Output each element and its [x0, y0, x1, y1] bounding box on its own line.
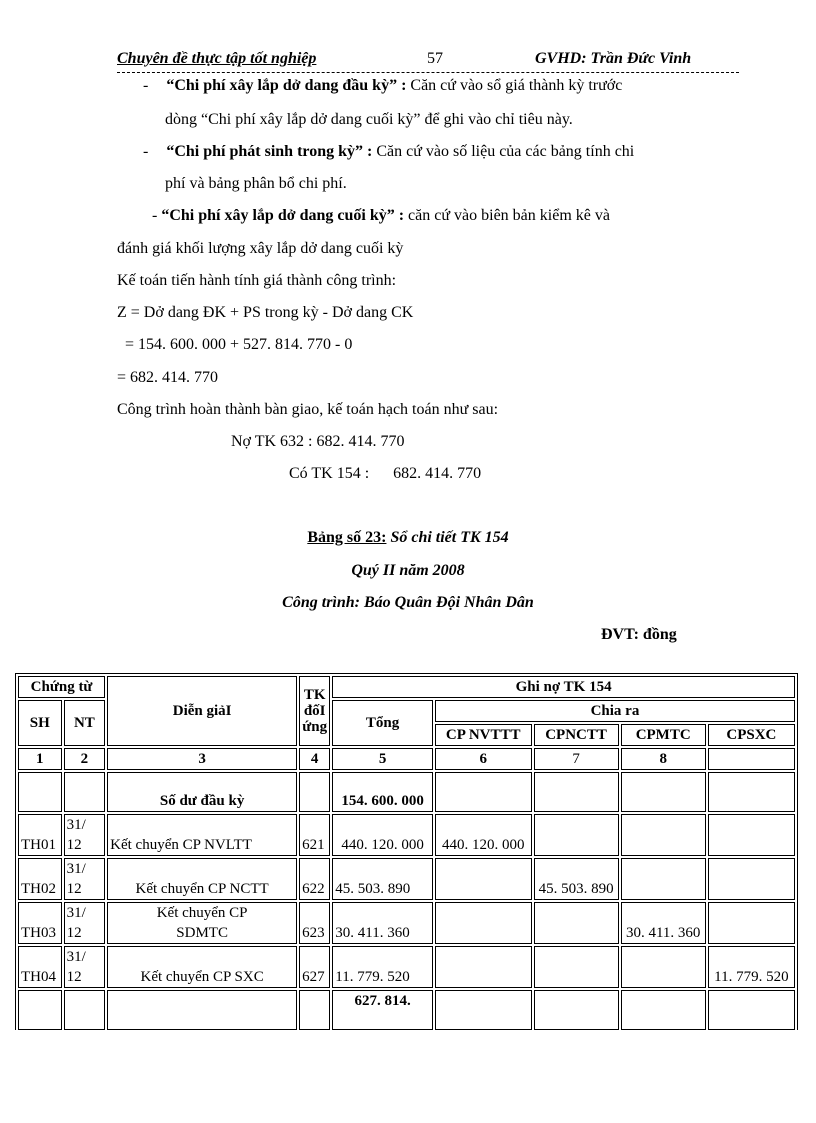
- formula-result: = 682. 414. 770: [117, 369, 219, 386]
- table-row: TH03 31/ 12 Kết chuyển CP SDMTC 623 30. 411. 360 30. 411. 360: [18, 902, 795, 944]
- journal-credit: Có TK 154 : 682. 414. 770: [289, 465, 482, 482]
- header-description: Diễn giảI: [107, 676, 297, 746]
- table-row-total: [18, 990, 795, 1030]
- bullet-period-costs-cont: phí và bảng phân bổ chi phí.: [165, 175, 347, 192]
- bullet-opening-wip-cont: dòng “Chi phí xây lắp dở dang cuối kỳ” để ghi vào chỉ tiêu này.: [165, 111, 573, 128]
- table-row-opening: [18, 772, 795, 812]
- header-contra-account: TK đốI ứng: [299, 676, 330, 746]
- column-number-row: 1 2 3 4 5 6 7 8: [18, 748, 795, 770]
- table-row: TH04 31/ 12 Kết chuyển CP SXC 627 11. 779. 520 11. 779. 520: [18, 946, 795, 988]
- header-title: Chuyên đề thực tập tốt nghiệp: [117, 50, 317, 67]
- page-header: [117, 48, 739, 73]
- header-cpncct: CPNCTT: [534, 724, 619, 746]
- header-breakdown: Chia ra: [435, 700, 795, 722]
- table-row: TH02 31/ 12 Kết chuyển CP NCTT 622 45. 503. 890 45. 503. 890: [18, 858, 795, 900]
- table-unit: ĐVT: đồng: [601, 626, 677, 643]
- header-voucher: Chứng từ: [18, 676, 105, 698]
- table-project: Công trình: Báo Quân Đội Nhân Dân: [282, 594, 534, 611]
- header-sh: SH: [18, 700, 62, 746]
- opening-total: 154. 600. 000: [332, 772, 433, 812]
- total-cut: 627. 814.: [332, 990, 433, 1030]
- ledger-table: [15, 673, 798, 1033]
- header-debit-154: Ghi nợ TK 154: [332, 676, 795, 698]
- header-supervisor: GVHD: Trần Đức Vinh: [535, 50, 692, 67]
- page-number: 57: [427, 50, 443, 67]
- page-cutoff: [0, 1030, 816, 1123]
- header-cpsxc: CPSXC: [708, 724, 795, 746]
- formula: Z = Dở dang ĐK + PS trong kỳ - Dở dang CK: [117, 304, 414, 321]
- bullet-opening-wip: - “Chi phí xây lắp dở dang đầu kỳ” : Căn cứ vào sổ giá thành kỳ trước: [143, 77, 623, 94]
- bullet-period-costs: - “Chi phí phát sinh trong kỳ” : Căn cứ vào số liệu của các bảng tính chi: [143, 143, 635, 160]
- journal-debit: Nợ TK 632 : 682. 414. 770: [231, 433, 405, 450]
- header-cp-nvttt: CP NVTTT: [435, 724, 532, 746]
- table-period: Quý II năm 2008: [351, 562, 465, 579]
- header-row-1: [18, 676, 795, 698]
- paragraph-cost-calc: Kế toán tiến hành tính giá thành công trình:: [117, 272, 397, 289]
- bullet-closing-wip: - “Chi phí xây lắp dở dang cuối kỳ” : căn cứ vào biên bản kiểm kê và: [152, 207, 610, 224]
- formula-calc: = 154. 600. 000 + 527. 814. 770 - 0: [125, 336, 353, 353]
- paragraph-handover: Công trình hoàn thành bàn giao, kế toán hạch toán như sau:: [117, 401, 499, 418]
- header-cpmtc: CPMTC: [621, 724, 706, 746]
- table-title: Bảng số 23: Sổ chi tiết TK 154: [307, 529, 509, 546]
- header-nt: NT: [64, 700, 106, 746]
- opening-label: Số dư đầu kỳ: [107, 772, 297, 812]
- bullet-closing-wip-cont: đánh giá khối lượng xây lắp dở dang cuối kỳ: [117, 240, 404, 257]
- table-row: TH01 31/ 12 Kết chuyển CP NVLTT 621 440. 120. 000 440. 120. 000: [18, 814, 795, 856]
- header-total: Tổng: [332, 700, 433, 746]
